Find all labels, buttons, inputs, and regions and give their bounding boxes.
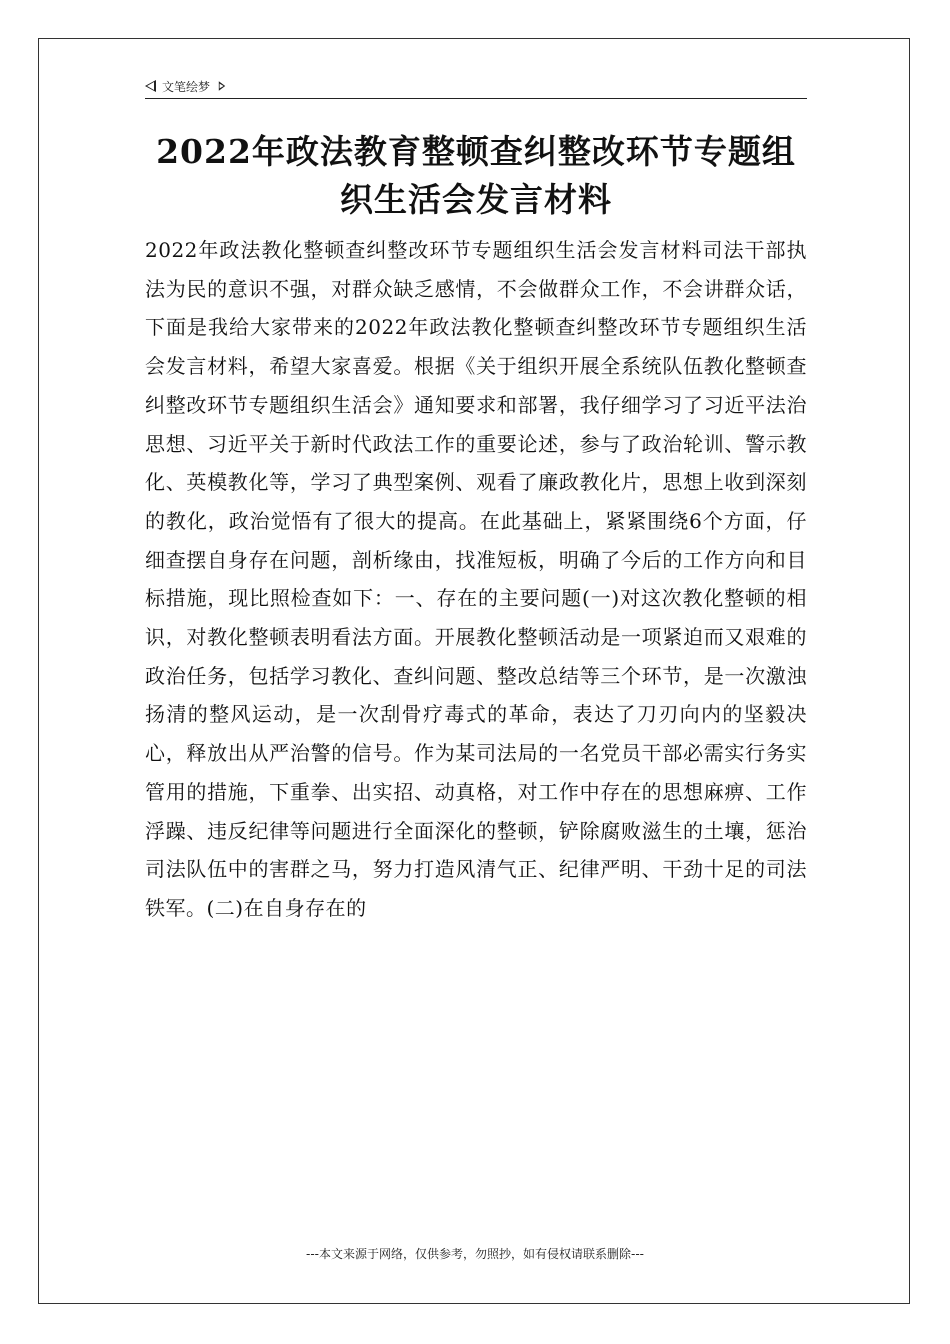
- triangle-left-icon: [145, 80, 156, 92]
- footer-notice: ---本文来源于网络，仅供参考，勿照抄，如有侵权请联系删除---: [306, 1247, 644, 1261]
- document-body: 2022年政法教化整顿查纠整改环节专题组织生活会发言材料司法干部执法为民的意识不强，对群众缺乏感情，不会做群众工作，不会讲群众话，下面是我给大家带来的2022年政法教化整顿查纠整改环节专题组织生活会发言材料，希望大家喜爱。根据《关于组织开展全系统队伍教化整顿查纠整改环节专题组织生活会》通知要求和部署，我仔细学习了习近平法治思想、习近平关于新时代政法工作的重要论述，参与了政治轮训、警示教化、英模教化等，学习了典型案例、观看了廉政教化片，思想上收到深刻的教化，政治觉悟有了很大的提高。在此基础上，紧紧围绕6个方面，仔细查摆自身存在问题，剖析缘由，找准短板，明确了今后的工作方向和目标措施，现比照检查如下：一、存在的主要问题(一)对这次教化整顿的相识，对教化整顿表明看法方面。开展教化整顿活动是一项紧迫而又艰难的政治任务，包括学习教化、查纠问题、整改总结等三个环节，是一次激浊扬清的整风运动，是一次刮骨疗毒式的革命，表达了刀刃向内的坚毅决心，释放出从严治警的信号。作为某司法局的一名党员干部必需实行务实管用的措施，下重拳、出实招、动真格，对工作中存在的思想麻痹、工作浮躁、违反纪律等问题进行全面深化的整顿，铲除腐败滋生的土壤，惩治司法队伍中的害群之马，努力打造风清气正、纪律严明、干劲十足的司法铁军。(二)在自身存在的: [145, 238, 807, 920]
- triangle-right-icon: [219, 81, 225, 91]
- header-brand: 文笔绘梦: [162, 79, 211, 94]
- page-header: [145, 74, 807, 99]
- document-title: 2022年政法教育整顿查纠整改环节专题组织生活会发言材料: [156, 132, 796, 219]
